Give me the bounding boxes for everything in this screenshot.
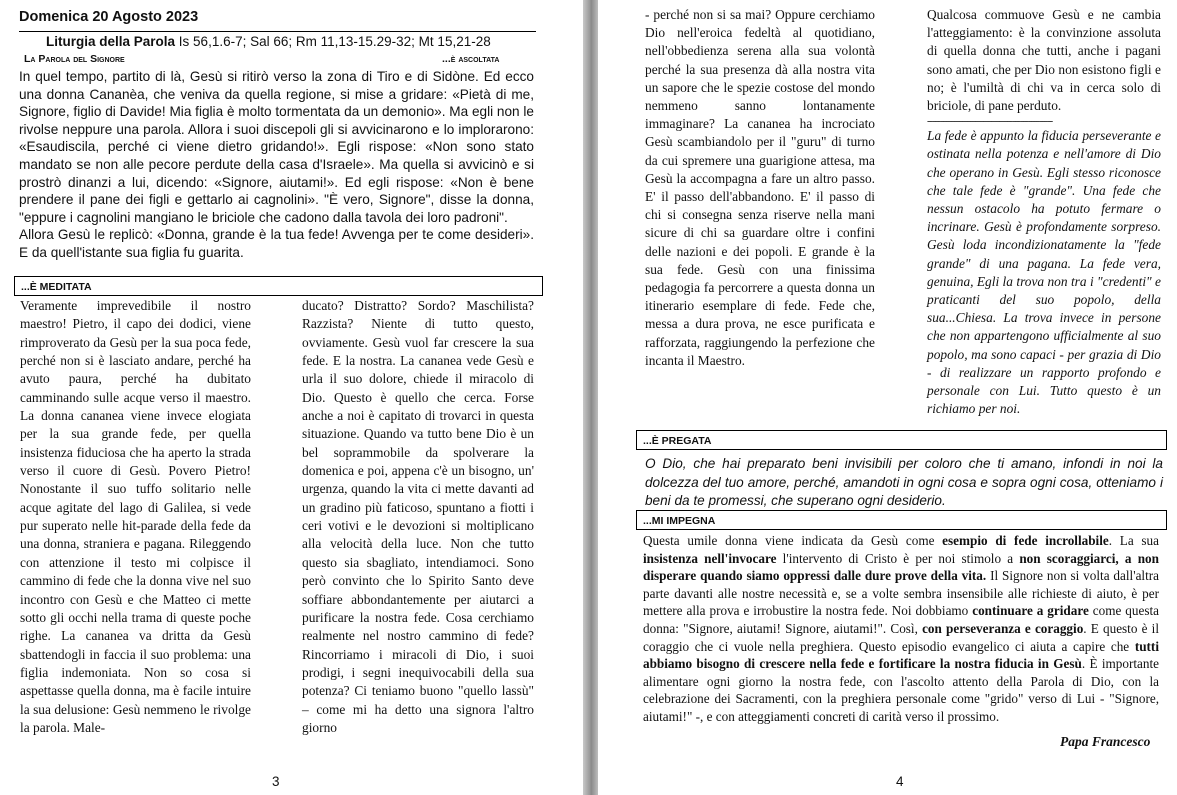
impegno-emphasis: insistenza nell'invocare — [643, 550, 777, 566]
page-number-left: 3 — [272, 774, 280, 789]
impegno-emphasis: continuare a gridare — [972, 603, 1089, 619]
impegno-text: Il Signore non si volta dall'altra parte davanti alle nostre necessità e, se a volte sembra insensibile alle richieste di aiuto, è per mettere alla prova e irrobustire la nostra fede. Noi dobbiamo — [643, 568, 1159, 619]
impegno-text: Questa umile donna viene indicata da Gesù come — [643, 533, 943, 548]
right-column-2-text: Qualcosa commuove Gesù e ne cambia l'atteggiamento: è la convinzione assoluta di quella donna che tutti, anche i pagani sono amati, che per Dio non esistono figli e no; è l'umiltà di chi va in cerca solo di briciole, di pane perduto. — [927, 7, 1161, 114]
subhead-parola: La Parola del Signore — [24, 53, 125, 65]
left-page — [0, 0, 583, 795]
impegno-emphasis: non scoraggiarci, a non disperare quando siamo oppressi dalle dure prove della vita. — [643, 550, 1159, 584]
liturgia-references: Is 56,1.6-7; Sal 66; Rm 11,13-15.29-32; Mt 15,21-28 — [175, 34, 491, 49]
impegno-text: come questa donna: "Signore, aiutami! Signore, aiutami!". Così, — [643, 603, 1159, 636]
section-meditata: ...È MEDITATA — [14, 276, 543, 296]
page-gutter — [583, 0, 598, 795]
impegno-text: l'intervento di Cristo è per noi stimolo a — [776, 550, 1020, 566]
section-impegna: ...MI IMPEGNA — [636, 510, 1167, 530]
impegno-text: . È importante alimentare ogni giorno la nostra fede, con l'ascolto attento della Parola di Dio, con la celebrazione dei Sacramenti, con la preghiera personale come "grido" verso di Lui - "Signore, aiutami!" -, e con atteggiamenti concreti di carità verso il prossimo. — [643, 656, 1159, 724]
impegno-emphasis: tutti abbiamo bisogno di crescere nella fede e fortificare la nostra fiducia in Gesù — [643, 638, 1159, 672]
signature-papa: Papa Francesco — [1060, 734, 1151, 749]
impegno-text: . E questo è il coraggio che ci vuole nella preghiera. Questo episodio evangelico ci aiuta a capire che — [643, 620, 1159, 654]
meditata-column-1: Veramente imprevedibile il nostro maestro! Pietro, il capo dei dodici, viene rimproverato da Gesù per la sua poca fede, perché non si è lasciato andare, perché ha avuto paura, perché ha dubitato camminando sulle acque verso il maestro. La donna cananea viene invece elogiata per la sua grande fede, per quella insistenza fiduciosa che ha aperto la strada verso il cuore di Gesù. Povero Pietro! Nonostante il suo tuffo solitario nelle acque agitate del lago di Galilea, si vede pur superato nelle hit-parade della fede da una donna, straniera e pagana. Rileggendo con attenzione il testo mi colpisce il cammino di fede che la donna vive nel suo incontro con Gesù e che Matteo ci mette sotto gli occhi nella trama di queste poche righe. La cananea va dritta da Gesù sbattendogli in faccia il suo problema: una figlia indemoniata. Non so cosa si aspettasse quella donna, ma è facile intuire la sua delusione: Gesù nemmeno le rivolge la parola. Male- — [20, 298, 251, 735]
gospel-reading — [19, 68, 534, 262]
bulletin-date: Domenica 20 Agosto 2023 — [19, 9, 199, 25]
page-number-right: 4 — [896, 774, 904, 789]
gospel-paragraph-2: Allora Gesù le replicò: «Donna, grande è la tua fede! Avvenga per te come desideri». E da quell'istante sua figlia fu guarita. — [19, 227, 534, 260]
section-pregata: ...È PREGATA — [636, 430, 1167, 450]
fede-commentary: La fede è appunto la fiducia perseverante e ostinata nella potenza e nell'amore di Dio che operano in Gesù. Egli stesso riconosce che tale fede è "grande". Una fede che nessun ostacolo ha potuto fermare o incrinare. Gesù è profondamente sorpreso. Gesù loda incondizionatamente la "fede grande" di una pagana. La fede vera, genuina, Egli la trova non tra i "credenti" e praticanti del suo popolo, della sua...Chiesa. La trova invece in persone che non appartengono ufficialmente al suo popolo, ma sono capaci - per grazia di Dio - di realizzare un rapporto profondo e personale con Lui. Tutto questo è un richiamo per noi. — [927, 128, 1161, 417]
impegno-emphasis: con perseveranza e coraggio — [922, 620, 1084, 636]
gospel-paragraph-1: In quel tempo, partito di là, Gesù si ritirò verso la zona di Tiro e di Sidòne. Ed ecco una donna Cananèa, che veniva da quella regione, si mise a gridare: «Pietà di me, Signore, figlio di Davide! Mia figlia è molto tormentata da un demonio». Ma egli non le rivolse neppure una parola. Allora i suoi discepoli gli si avvicinarono e lo implorarono: «Esaudiscila, perché ci viene dietro gridando!». Egli rispose: «Non sono stato mandato se non alle pecore perdute della casa d'Israele». Ma quella si avvicinò e si prostrò dinanzi a lui, dicendo: «Signore, aiutami!». Ed egli rispose: «Non è bene prendere il pane dei figli e gettarlo ai cagnolini». "È vero, Signore", disse la donna, "eppure i cagnolini mangiano le briciole che cadono dalla tavola dei loro padroni". — [19, 69, 534, 225]
divider-dashes: ----------------------------------------------- — [927, 115, 1053, 128]
collect-prayer: O Dio, che hai preparato beni invisibili per coloro che ti amano, infondi in noi la dolcezza del tuo amore, perché, amandoti in ogni cosa e sopra ogni cosa, otteniamo i beni da te promessi, che superano ogni desiderio. — [645, 456, 1163, 509]
impegno-text: . La sua — [1108, 533, 1159, 548]
subhead-ascoltata: ...è ascoltata — [442, 53, 500, 65]
impegno-emphasis: esempio di fede incrollabile — [942, 533, 1109, 548]
meditata-column-2: ducato? Distratto? Sordo? Maschilista? Razzista? Niente di tutto questo, ovviamente. Gesù vuol far crescere la sua fede. E la nostra. La cananea vede Gesù e urla il suo dolore, chiede il miracolo di Dio. Questo è quello che cerca. Forse anche a noi è capitato di trovarci in questa situazione. Quando va tutto bene Dio è un bel soprammobile da spolverare la domenica e poi, appena c'è un bisogno, un' urgenza, quando la vita ci mette davanti ad un gradino più faticoso, spuntano a fiotti i ceri votivi e le devozioni si moltiplicano alla velocità della luce. Non che tutto questo sia sbagliato, intendiamoci. Sono però convinto che lo Spirito Santo deve soffiare abbondantemente per aiutarci a purificare la nostra fede. Cosa cerchiamo realmente nel nostro cammino di fede? Rincorriamo i miracoli di Dio, i suoi prodigi, i segni inequivocabili della sua potenza? Ci teniamo buono "quello lassù" – come mi ha detto una signora l'altro giorno — [302, 298, 534, 735]
liturgia-label: Liturgia della Parola — [46, 34, 176, 49]
liturgia-line — [46, 34, 491, 49]
right-column-2 — [927, 6, 1161, 418]
right-column-1: - perché non si sa mai? Oppure cerchiamo Dio nell'eroica fedeltà al quotidiano, nell'obbedienza serena alla sua volontà perché la sua presenza dà alla nostra vita un sapore che le spezie costose del mondo nemmeno sanno lontanamente immaginare? La cananea ha incrociato Gesù scambiandolo per il "guru" di turno da cui spremere una guarigione attesa, ma Gesù la accompagna a fare un altro passo. E' il passo dell'abbandono. E' il passo di chi si consegna senza riserve nella mani sicure di chi sa guardare oltre i confini delle nazioni e dei popoli. E grande è la sua fede. Gesù con una finissima pedagogia fa percorrere a questa donna un itinerario esemplare di fede. Fede che, messa a dura prova, ne esce purificata e rafforzata, raggiungendo la perfezione che incanta il Maestro. — [645, 7, 875, 368]
impegno-paragraph — [643, 532, 1159, 726]
header-rule — [19, 31, 536, 32]
